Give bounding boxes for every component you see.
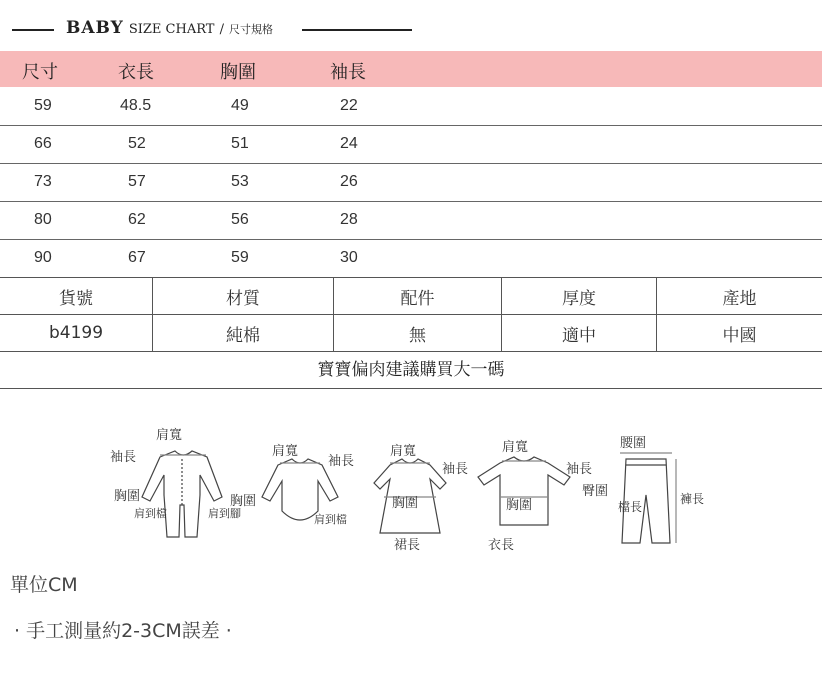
g1-shoulder: 肩寬 (156, 428, 183, 443)
g1-shoulder-to-foot: 肩到腳 (208, 507, 241, 520)
cell-length: 52 (128, 135, 146, 152)
info-value-thickness: 適中 (502, 315, 657, 352)
cell-size: 90 (34, 249, 52, 266)
chart-title (66, 18, 273, 38)
size-table-header (0, 51, 822, 87)
g3-shoulder: 肩寬 (390, 444, 417, 459)
cell-sleeve: 30 (340, 249, 358, 266)
chart-header (12, 14, 412, 44)
table-row (0, 88, 822, 126)
info-header-thickness: 厚度 (502, 278, 657, 315)
g5-crotch: 檔長 (618, 500, 643, 514)
cell-chest: 56 (231, 211, 249, 228)
header-rule-left (12, 29, 54, 31)
g3-sleeve: 袖長 (442, 462, 469, 477)
info-header-origin: 產地 (657, 278, 822, 315)
table-row (0, 164, 822, 202)
col-header-size: 尺寸 (22, 62, 58, 83)
info-value-item-no: b4199 (0, 315, 153, 352)
info-header-accessory: 配件 (334, 278, 502, 315)
table-row (0, 126, 822, 164)
info-value-origin: 中國 (657, 315, 822, 352)
measurement-footnote: · 手工測量約2-3CM誤差 · (14, 620, 232, 642)
info-header-material: 材質 (153, 278, 334, 315)
title-separator: / (219, 22, 224, 37)
cell-sleeve: 22 (340, 97, 358, 114)
cell-sleeve: 24 (340, 135, 358, 152)
g2-sleeve: 袖長 (328, 454, 355, 469)
g3-chest: 胸圍 (392, 496, 419, 511)
brand-text: BABY (66, 18, 124, 38)
g2-shoulder-to-crotch: 肩到檔 (314, 513, 347, 526)
cell-length: 62 (128, 211, 146, 228)
info-header-item-no: 貨號 (0, 278, 153, 315)
info-table (0, 277, 822, 352)
sizing-note: 寶寶偏肉建議購買大一碼 (0, 352, 822, 389)
g3-skirt-length: 裙長 (394, 538, 421, 553)
cell-sleeve: 28 (340, 211, 358, 228)
cell-chest: 59 (231, 249, 249, 266)
g2-shoulder: 肩寬 (272, 444, 299, 459)
garment-diagrams (100, 425, 710, 565)
g5-waist: 腰圍 (620, 436, 647, 451)
romper-diagram (142, 451, 222, 537)
g5-pants-length: 褲長 (680, 492, 705, 506)
cell-sleeve: 26 (340, 173, 358, 190)
cell-size: 80 (34, 211, 52, 228)
col-header-chest: 胸圍 (220, 62, 256, 83)
subtitle-text: SIZE CHART (128, 22, 215, 37)
unit-label: 單位CM (10, 574, 78, 596)
cell-chest: 49 (231, 97, 249, 114)
info-header-row (0, 278, 822, 315)
pants-diagram (620, 453, 676, 543)
g2-chest: 胸圍 (230, 494, 257, 509)
table-row (0, 202, 822, 240)
g5-hip: 臀圍 (582, 484, 609, 499)
info-value-material: 純棉 (153, 315, 334, 352)
table-row (0, 240, 822, 278)
bodysuit-diagram (262, 459, 338, 520)
g4-length: 衣長 (488, 538, 515, 553)
cell-chest: 51 (231, 135, 249, 152)
g1-shoulder-to-crotch: 肩到檔 (134, 507, 167, 520)
cell-length: 67 (128, 249, 146, 266)
chinese-title: 尺寸規格 (229, 23, 274, 36)
top-diagram (478, 457, 570, 525)
g4-chest: 胸圍 (506, 498, 533, 513)
info-value-accessory: 無 (334, 315, 502, 352)
g1-chest: 胸圍 (114, 489, 141, 504)
cell-size: 73 (34, 173, 52, 190)
g1-sleeve: 袖長 (110, 450, 137, 465)
g4-shoulder: 肩寬 (502, 440, 529, 455)
cell-size: 59 (34, 97, 52, 114)
cell-chest: 53 (231, 173, 249, 190)
cell-length: 48.5 (120, 97, 152, 114)
header-rule-right (302, 29, 412, 31)
col-header-sleeve: 袖長 (330, 62, 366, 83)
cell-size: 66 (34, 135, 52, 152)
cell-length: 57 (128, 173, 146, 190)
col-header-length: 衣長 (118, 62, 154, 83)
g4-sleeve: 袖長 (566, 462, 593, 477)
info-value-row (0, 315, 822, 352)
